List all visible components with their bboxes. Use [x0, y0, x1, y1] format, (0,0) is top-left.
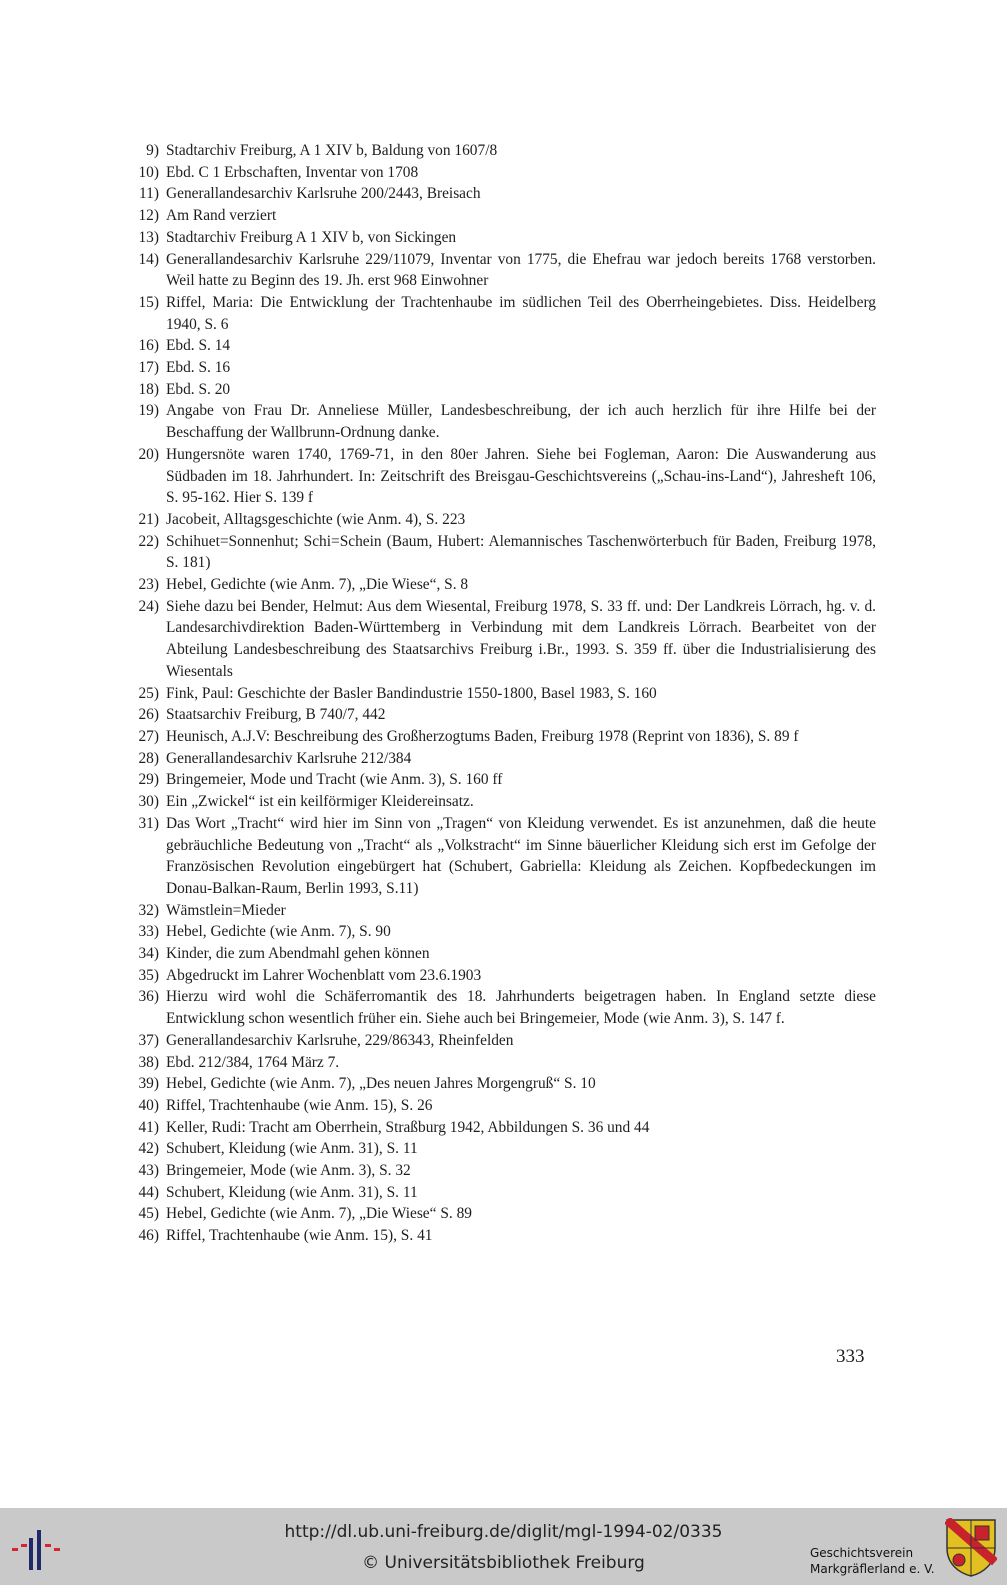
footnote-text: Angabe von Frau Dr. Anneliese Müller, Landesbeschreibung, der ich auch herzlich für ihre Hilfe bei der Beschaffung der Wallbrunn-Ordnung danke.	[166, 402, 876, 442]
footnote-item	[128, 531, 876, 574]
footnote-item	[128, 1160, 876, 1182]
footnote-item	[128, 791, 876, 813]
footnote-number: 40)	[138, 1096, 159, 1114]
footnote-item	[128, 1138, 876, 1160]
viewer-footer	[0, 1508, 1007, 1585]
footnote-item	[128, 921, 876, 943]
coat-of-arms-icon	[945, 1518, 997, 1578]
footnote-item	[128, 357, 876, 379]
organization-name-line2: Markgräflerland e. V.	[810, 1562, 935, 1576]
footnote-number: 38)	[138, 1053, 159, 1071]
footnote-text: Abgedruckt im Lahrer Wochenblatt vom 23.6.1903	[166, 966, 482, 984]
footnote-text: Kinder, die zum Abendmahl gehen können	[166, 945, 430, 963]
footnote-number: 41)	[138, 1118, 159, 1136]
footnote-item	[128, 900, 876, 922]
footnote-list	[128, 140, 876, 1247]
footnote-item	[128, 813, 876, 900]
footnote-item	[128, 509, 876, 531]
footnote-text: Am Rand verziert	[166, 207, 277, 225]
footnote-text: Wämstlein=Mieder	[166, 901, 286, 919]
footnote-number: 21)	[138, 510, 159, 528]
page-number: 333	[836, 1346, 865, 1367]
footnote-item	[128, 1073, 876, 1095]
footnote-item	[128, 1182, 876, 1204]
footnote-item	[128, 1052, 876, 1074]
footnote-number: 11)	[139, 185, 159, 203]
footnote-text: Hebel, Gedichte (wie Anm. 7), S. 90	[166, 923, 391, 941]
footnote-number: 24)	[138, 597, 159, 615]
footnote-item	[128, 986, 876, 1029]
footnote-text: Hungersnöte waren 1740, 1769-71, in den 80er Jahren. Siehe bei Fogleman, Aaron: Die Auswanderung aus Südbaden im 18. Jahrhundert. In: Zeitschrift des Breisgau-Geschichtsvereins („Schau-ins-Land“), Jahresheft 106, S. 95-162. Hier S. 139 f	[166, 445, 876, 507]
footnote-number: 10)	[138, 163, 159, 181]
footnote-number: 22)	[138, 532, 159, 550]
footnote-text: Generallandesarchiv Karlsruhe 229/11079, Inventar von 1775, die Ehefrau war jedoch bereits 1768 verstorben. Weil hatte zu Beginn des 19. Jh. erst 968 Einwohner	[166, 250, 876, 290]
footnote-number: 32)	[138, 901, 159, 919]
footnote-item	[128, 183, 876, 205]
footnote-item	[128, 140, 876, 162]
footnote-number: 27)	[138, 727, 159, 745]
footnote-number: 20)	[138, 445, 159, 463]
organization-name-line1: Geschichtsverein	[810, 1546, 914, 1560]
footnote-text: Ebd. S. 14	[166, 337, 231, 355]
footnote-text: Schubert, Kleidung (wie Anm. 31), S. 11	[166, 1140, 418, 1158]
footnote-text: Generallandesarchiv Karlsruhe 212/384	[166, 749, 412, 767]
footnote-item	[128, 574, 876, 596]
footnote-text: Ein „Zwickel“ ist ein keilförmiger Kleidereinsatz.	[166, 793, 474, 811]
footnote-text: Staatsarchiv Freiburg, B 740/7, 442	[166, 706, 386, 724]
footnote-text: Keller, Rudi: Tracht am Oberrhein, Straßburg 1942, Abbildungen S. 36 und 44	[166, 1118, 650, 1136]
footnote-number: 35)	[138, 966, 159, 984]
footnote-number: 26)	[138, 706, 159, 724]
footnote-number: 16)	[138, 337, 159, 355]
footnote-item	[128, 335, 876, 357]
footnote-number: 43)	[138, 1162, 159, 1180]
footnote-item	[128, 227, 876, 249]
footnote-number: 18)	[138, 380, 159, 398]
footnote-number: 25)	[138, 684, 159, 702]
footnote-number: 12)	[138, 207, 159, 225]
footnote-item	[128, 1117, 876, 1139]
footnote-number: 9)	[146, 142, 159, 159]
footnote-text: Das Wort „Tracht“ wird hier im Sinn von „Tragen“ von Kleidung verwendet. Es ist anzunehmen, daß die heute gebräuchliche Bedeutung von „Tracht“ als „Volkstracht“ im Sinne bäuerlicher Kleidung sich erst im Gefolge der Französischen Revolution eingebürgert hat (Schubert, Gabriella: Kleidung als Zeichen. Kopfbedeckungen im Donau-Balkan-Raum, Berlin 1993, S.11)	[166, 814, 876, 897]
source-url-link[interactable]: http://dl.ub.uni-freiburg.de/diglit/mgl-1994-02/0335	[284, 1522, 723, 1542]
footnote-item	[128, 748, 876, 770]
footnote-text: Heunisch, A.J.V: Beschreibung des Großherzogtums Baden, Freiburg 1978 (Reprint von 1836), S. 89 f	[166, 727, 799, 745]
footnote-number: 46)	[138, 1227, 159, 1245]
organization-name	[810, 1545, 935, 1577]
footnote-text: Stadtarchiv Freiburg, A 1 XIV b, Baldung von 1607/8	[166, 142, 498, 159]
footnote-number: 44)	[138, 1183, 159, 1201]
footnote-text: Ebd. 212/384, 1764 März 7.	[166, 1053, 340, 1071]
copyright-text: © Universitätsbibliothek Freiburg	[362, 1553, 645, 1573]
footnote-item	[128, 292, 876, 335]
footnote-text: Hebel, Gedichte (wie Anm. 7), „Des neuen Jahres Morgengruß“ S. 10	[166, 1075, 596, 1093]
footnote-number: 37)	[138, 1031, 159, 1049]
footnote-item	[128, 1030, 876, 1052]
footnote-item	[128, 249, 876, 292]
footnote-item	[128, 704, 876, 726]
footnote-number: 19)	[138, 402, 159, 420]
footnote-number: 33)	[138, 923, 159, 941]
footnote-item	[128, 379, 876, 401]
footnote-number: 15)	[138, 293, 159, 311]
footnote-text: Generallandesarchiv Karlsruhe, 229/86343, Rheinfelden	[166, 1031, 514, 1049]
footnote-number: 29)	[138, 771, 159, 789]
footnote-number: 42)	[138, 1140, 159, 1158]
footnote-text: Generallandesarchiv Karlsruhe 200/2443, Breisach	[166, 185, 481, 203]
footnote-item	[128, 1225, 876, 1247]
footnote-item	[128, 205, 876, 227]
footnote-item	[128, 162, 876, 184]
footnote-text: Siehe dazu bei Bender, Helmut: Aus dem Wiesental, Freiburg 1978, S. 33 ff. und: Der Landkreis Lörrach, hg. v. d. Landesarchivdirektion Baden-Württemberg in Verbindung mit dem Landkreis Lörrach. Bearbeitet von der Abteilung Landesbeschreibung des Staatsarchivs Freiburg i.Br., 1993. S. 359 ff. über die Industrialisierung des Wiesentals	[166, 597, 876, 680]
footnote-number: 30)	[138, 793, 159, 811]
footnote-item	[128, 965, 876, 987]
footnote-number: 17)	[138, 359, 159, 377]
footnote-number: 13)	[138, 228, 159, 246]
footnote-text: Ebd. C 1 Erbschaften, Inventar von 1708	[166, 163, 419, 181]
footnote-number: 39)	[138, 1075, 159, 1093]
footnote-item	[128, 1203, 876, 1225]
footnote-text: Ebd. S. 16	[166, 359, 231, 377]
footnote-number: 34)	[138, 945, 159, 963]
footnote-text: Bringemeier, Mode und Tracht (wie Anm. 3), S. 160 ff	[166, 771, 503, 789]
footnote-text: Schihuet=Sonnenhut; Schi=Schein (Baum, Hubert: Alemannisches Taschenwörterbuch für Baden, Freiburg 1978, S. 181)	[166, 532, 876, 572]
footnote-item	[128, 596, 876, 683]
footnote-item	[128, 683, 876, 705]
footnote-text: Hebel, Gedichte (wie Anm. 7), „Die Wiese“, S. 8	[166, 576, 469, 594]
footnote-item	[128, 769, 876, 791]
footnote-item	[128, 943, 876, 965]
footnote-number: 28)	[138, 749, 159, 767]
footnote-text: Schubert, Kleidung (wie Anm. 31), S. 11	[166, 1183, 418, 1201]
footnote-item	[128, 726, 876, 748]
footnote-text: Riffel, Trachtenhaube (wie Anm. 15), S. 41	[166, 1227, 433, 1245]
footnote-number: 45)	[138, 1205, 159, 1223]
footnote-item	[128, 1095, 876, 1117]
footnote-number: 14)	[138, 250, 159, 268]
footnote-text: Jacobeit, Alltagsgeschichte (wie Anm. 4), S. 223	[166, 510, 466, 528]
footnote-number: 36)	[138, 988, 159, 1006]
footnote-text: Ebd. S. 20	[166, 380, 231, 398]
footnote-item	[128, 400, 876, 443]
footnote-text: Stadtarchiv Freiburg A 1 XIV b, von Sickingen	[166, 228, 457, 246]
footnote-text: Fink, Paul: Geschichte der Basler Bandindustrie 1550-1800, Basel 1983, S. 160	[166, 684, 657, 702]
footnote-item	[128, 444, 876, 509]
footnote-text: Bringemeier, Mode (wie Anm. 3), S. 32	[166, 1162, 411, 1180]
footnote-text: Hebel, Gedichte (wie Anm. 7), „Die Wiese“ S. 89	[166, 1205, 472, 1223]
footnote-text: Riffel, Trachtenhaube (wie Anm. 15), S. 26	[166, 1096, 433, 1114]
footnote-text: Hierzu wird wohl die Schäferromantik des 18. Jahrhunderts beigetragen haben. In England setzte diese Entwicklung schon wesentlich früher ein. Siehe auch bei Bringemeier, Mode (wie Anm. 3), S. 147 f.	[166, 988, 876, 1028]
footnote-number: 31)	[138, 814, 159, 832]
footnote-number: 23)	[138, 576, 159, 594]
footnote-text: Riffel, Maria: Die Entwicklung der Trachtenhaube im südlichen Teil des Oberrheingebietes. Diss. Heidelberg 1940, S. 6	[166, 293, 876, 333]
